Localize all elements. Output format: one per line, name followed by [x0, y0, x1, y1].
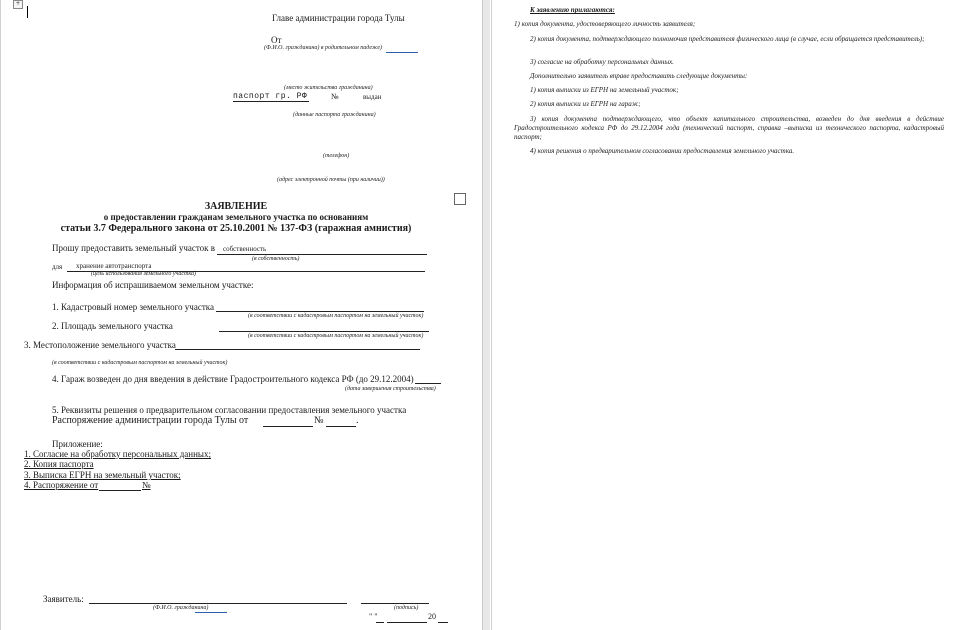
page-gap — [482, 0, 490, 630]
item4-hint: (дата завершения строительства) — [345, 386, 436, 392]
page2-item-6: 3) копия документа подтверждающего, что объект капитального строительства, возведен до дня введения в действие Градостроительного кодекса РФ до 29.12.2004 года (технический паспорт, справка –выписка из технического паспорта, кадастровый паспорт; — [514, 115, 944, 141]
request-value: собственность — [223, 245, 267, 253]
passport-underline — [233, 101, 309, 102]
applicant-label: Заявитель: — [43, 594, 84, 604]
request-text: Прошу предоставить земельный участок в — [52, 243, 216, 253]
addressee: Главе администрации города Тулы — [272, 13, 405, 23]
from-hint: (Ф.И.О. гражданина) в родительном падеже) — [264, 45, 383, 51]
name-hint: (Ф.И.О. гражданина) — [153, 605, 209, 611]
attachment-item-3: 3. Выписка ЕГРН на земельный участок; — [24, 470, 181, 480]
date-month-line — [387, 622, 427, 623]
spell-underline-2 — [195, 612, 227, 613]
email-hint: (адрес электронной почты (при наличии)) — [277, 177, 385, 183]
anchor-marker-icon: + — [13, 0, 23, 9]
item5: 5. Реквизиты решения о предварительном согласовании предоставления земельного участка — [52, 405, 407, 415]
request-hint: (в собственность) — [252, 256, 300, 262]
text-cursor — [27, 6, 28, 18]
passport-hint: (данные паспорта гражданина) — [293, 112, 376, 118]
title-line1: ЗАЯВЛЕНИЕ — [204, 201, 268, 212]
info-heading: Информация об испрашиваемом земельном участке: — [52, 280, 254, 290]
page2-item-4: 1) копия выписки из ЕГРН на земельный участок; — [530, 86, 679, 94]
page2-item-2: 2) копия документа, подтверждающего полномочия представителя физического лица (в случае, если обращается представитель); — [530, 35, 925, 43]
item5-value: Распоряжение администрации города Тулы от — [52, 415, 249, 426]
item3-line — [175, 349, 420, 350]
item3-hint: (в соответствии с кадастровым паспортом на земельный участок) — [52, 360, 228, 366]
item2-line — [219, 331, 429, 332]
item3: 3. Местоположение земельного участка — [24, 340, 176, 350]
title-line3: статьи 3.7 Федерального закона от 25.10.2001 № 137-ФЗ (гаражная амнистия) — [60, 223, 412, 234]
attachments-heading: Приложение: — [52, 439, 103, 449]
attachment-item-4-no: № — [142, 480, 151, 490]
item2: 2. Площадь земельного участка — [52, 321, 173, 331]
date-day-line — [376, 622, 384, 623]
item5-date-line — [263, 426, 313, 427]
from-label: От — [271, 35, 282, 45]
date-year: 20 — [428, 612, 436, 621]
spell-underline — [386, 52, 418, 53]
date-quote: " " — [369, 612, 378, 621]
attachment-item-4: 4. Распоряжение от — [24, 480, 99, 490]
item1-line — [216, 311, 424, 312]
attachment-item-2: 2. Копия паспорта — [24, 459, 94, 469]
document-page-1[interactable] — [0, 0, 483, 630]
item5-end: . — [356, 415, 359, 426]
passport-no-label: № — [331, 92, 339, 101]
item1: 1. Кадастровый номер земельного участка — [52, 302, 214, 312]
page2-item-3: 3) согласие на обработку персональных данных. — [530, 58, 674, 66]
passport-issued-label: выдан — [363, 93, 382, 101]
document-page-2[interactable] — [491, 0, 974, 630]
item4: 4. Гараж возведен до дня введения в действие Градостроительного кодекса РФ (до 29.12.2004) — [52, 374, 414, 384]
page2-item-7: 4) копия решения о предварительном согласовании предоставления земельного участка. — [530, 147, 795, 155]
request-line — [217, 254, 427, 255]
page2-item-5: 2) копия выписки из ЕГРН на гараж; — [530, 100, 641, 108]
applicant-name-line — [89, 603, 347, 604]
item5-no: № — [314, 415, 324, 426]
title-line2: о предоставлении гражданам земельного участка по основаниям — [103, 212, 369, 222]
page2-heading: К заявлению прилагаются: — [530, 6, 615, 14]
sign-hint: (подпись) — [394, 605, 419, 611]
phone-hint: (телефон) — [323, 153, 350, 159]
residence-hint: (место жительства гражданина) — [284, 85, 373, 91]
passport-value: паспорт гр. РФ — [233, 92, 308, 101]
purpose-hint: (цель использования земельного участка) — [91, 271, 196, 277]
purpose-label: для — [52, 263, 63, 271]
attachment-4-date-line — [99, 490, 141, 491]
attachment-item-1: 1. Согласие на обработку персональных данных; — [24, 449, 211, 459]
date-year-line — [438, 622, 448, 623]
item5-no-line — [326, 426, 356, 427]
item1-hint: (в соответствии с кадастровым паспортом на земельный участок) — [248, 313, 424, 319]
signature-line — [361, 603, 429, 604]
item4-line — [415, 383, 441, 384]
page2-item-1: 1) копия документа, удостоверяющего личность заявителя; — [514, 20, 696, 28]
page2-extra-heading: Дополнительно заявитель вправе предоставить следующие документы: — [530, 72, 748, 80]
item2-hint: (в соответствии с кадастровым паспортом на земельный участок) — [248, 333, 424, 339]
purpose-value: хранение автотранспорта — [76, 262, 152, 270]
